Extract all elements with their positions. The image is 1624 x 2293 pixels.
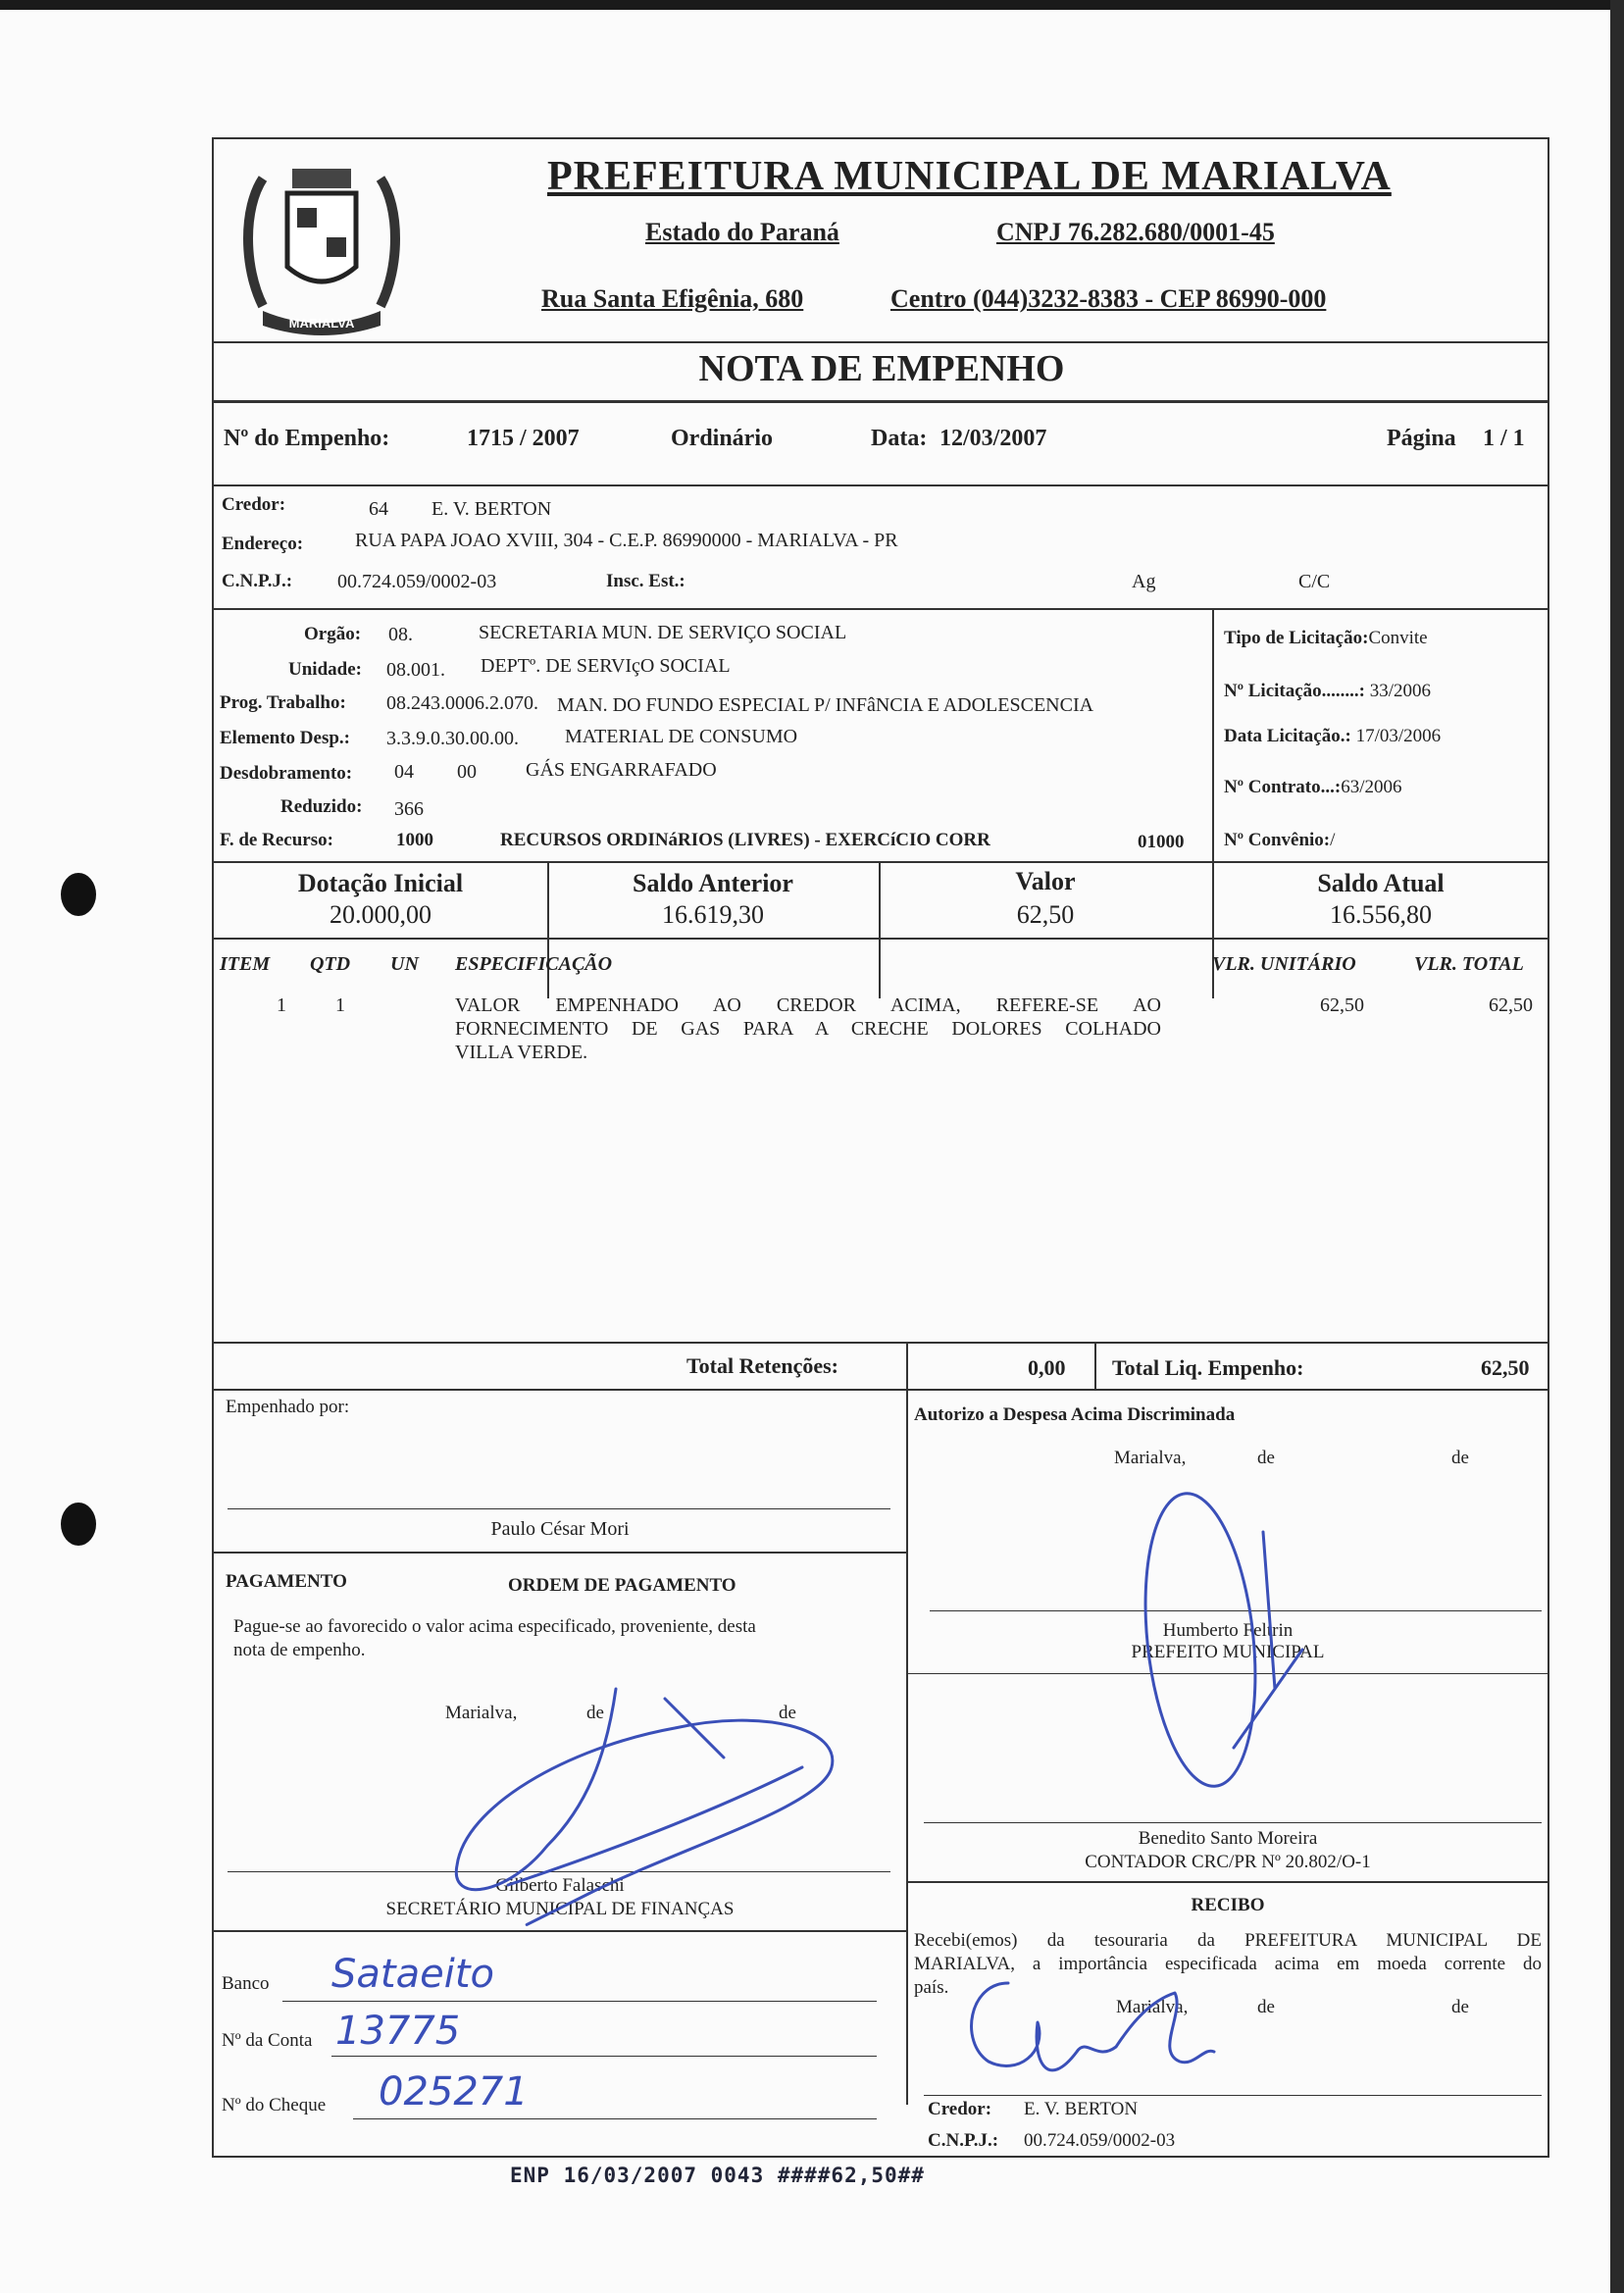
recibo-title: RECIBO	[1191, 1895, 1265, 1915]
recurso-code: 1000	[396, 830, 433, 850]
desdobramento-code-1: 04	[394, 761, 414, 783]
scan-right-border	[1610, 0, 1624, 2293]
num-licitacao-label: Nº Licitação........:	[1224, 681, 1365, 701]
valor-value: 62,50	[1016, 900, 1075, 929]
banco-handwritten: Sataeito	[331, 1952, 494, 1997]
cnpj-label: C.N.P.J.:	[222, 571, 293, 591]
orgao-code: 08.	[388, 624, 413, 645]
tipo-licitacao-label: Tipo de Licitação:	[1224, 628, 1369, 648]
recibo-credor-label: Credor:	[928, 2099, 992, 2119]
item-spec-line-3: VILLA VERDE.	[455, 1042, 588, 1063]
elemento-name: MATERIAL DE CONSUMO	[565, 726, 798, 747]
reduzido-value: 366	[394, 798, 424, 820]
autorizo-signer-name: Humberto Feltrin	[1162, 1620, 1294, 1641]
data-licitacao-value: 17/03/2006	[1355, 726, 1442, 746]
desdobramento-label: Desdobramento:	[220, 763, 353, 784]
saldo-atual-label: Saldo Atual	[1317, 869, 1445, 897]
agencia-label: Ag	[1132, 571, 1156, 592]
coat-of-arms-text: MARIALVA	[288, 316, 355, 331]
cheque-label: Nº do Cheque	[222, 2095, 327, 2115]
recibo-text-line-3: país.	[914, 1977, 949, 1998]
item-spec-line-2: FORNECIMENTO DE GAS PARA A CRECHE DOLORES COLHADO	[455, 1018, 1161, 1040]
page-number: 1 / 1	[1483, 426, 1525, 451]
liquido-value: 62,50	[1481, 1355, 1530, 1380]
page-label: Página	[1387, 426, 1456, 451]
document-title: NOTA DE EMPENHO	[698, 348, 1065, 389]
empenho-date: 12/03/2007	[939, 426, 1047, 451]
pagamento-de-2: de	[779, 1703, 796, 1723]
saldo-atual-value: 16.556,80	[1330, 900, 1432, 929]
credor-address: RUA PAPA JOAO XVIII, 304 - C.E.P. 86990000 - MARIALVA - PR	[355, 530, 898, 551]
cnpj-header: CNPJ 76.282.680/0001-45	[996, 218, 1275, 246]
data-licitacao-label: Data Licitação.:	[1224, 726, 1351, 746]
col-un: UN	[390, 953, 419, 975]
empenho-number: 1715 / 2007	[467, 426, 580, 451]
recurso-code-2: 01000	[1138, 832, 1185, 852]
credor-code: 64	[369, 498, 388, 520]
unidade-label: Unidade:	[288, 659, 362, 680]
desdobramento-name: GÁS ENGARRAFADO	[526, 759, 717, 781]
nota-de-empenho-form	[212, 137, 1549, 2158]
pagamento-text-line-1: Pague-se ao favorecido o valor acima especificado, proveniente, desta	[233, 1616, 756, 1637]
col-total: VLR. TOTAL	[1414, 953, 1524, 975]
prog-trabalho-label: Prog. Trabalho:	[220, 692, 346, 713]
empenhado-label: Empenhado por:	[226, 1397, 350, 1417]
pagamento-place: Marialva,	[445, 1703, 518, 1723]
conta-handwritten: 13775	[335, 2009, 461, 2054]
liquido-label: Total Liq. Empenho:	[1112, 1355, 1304, 1380]
insc-est-label: Insc. Est.:	[606, 571, 685, 591]
empenhado-name: Paulo César Mori	[490, 1518, 630, 1540]
col-unit-price: VLR. UNITÁRIO	[1212, 953, 1356, 975]
signature-credor	[972, 1983, 1214, 2070]
state-label: Estado do Paraná	[645, 218, 839, 246]
autorizo-signer-role: PREFEITO MUNICIPAL	[1131, 1642, 1325, 1662]
recibo-credor-name: E. V. BERTON	[1024, 2099, 1139, 2119]
retencoes-value: 0,00	[1028, 1355, 1066, 1380]
col-item: ITEM	[220, 953, 271, 975]
recibo-place: Marialva,	[1116, 1997, 1189, 2017]
num-licitacao-value: 33/2006	[1369, 681, 1432, 701]
contrato-value: 63/2006	[1341, 777, 1402, 797]
contact-header: Centro (044)3232-8383 - CEP 86990-000	[890, 284, 1327, 313]
recibo-de-2: de	[1451, 1997, 1469, 2017]
banco-label: Banco	[222, 1973, 270, 1994]
elemento-label: Elemento Desp.:	[220, 728, 350, 748]
convenio-label: Nº Convênio:	[1224, 830, 1331, 850]
item-total: 62,50	[1489, 994, 1533, 1016]
cheque-handwritten: 025271	[379, 2069, 529, 2115]
credor-cnpj: 00.724.059/0002-03	[337, 571, 497, 592]
ordem-pagamento-label: ORDEM DE PAGAMENTO	[508, 1575, 736, 1596]
empenho-number-label: Nº do Empenho:	[224, 426, 390, 451]
dotacao-value: 20.000,00	[330, 900, 431, 929]
address-header: Rua Santa Efigênia, 680	[541, 284, 804, 313]
saldo-anterior-label: Saldo Anterior	[633, 869, 793, 897]
recurso-name: RECURSOS ORDINáRIOS (LIVRES) - EXERCíCIO CORR	[500, 830, 990, 850]
scan-top-border	[0, 0, 1624, 10]
conta-label: Nº da Conta	[222, 2030, 313, 2051]
recibo-cnpj-value: 00.724.059/0002-03	[1024, 2130, 1176, 2151]
unidade-name: DEPTº. DE SERVIçO SOCIAL	[481, 655, 731, 677]
address-label: Endereço:	[222, 534, 304, 554]
pagamento-text-line-2: nota de empenho.	[233, 1640, 366, 1660]
orgao-name: SECRETARIA MUN. DE SERVIÇO SOCIAL	[479, 622, 847, 643]
signature-overlay	[214, 139, 1549, 2158]
reduzido-label: Reduzido:	[280, 796, 363, 817]
orgao-label: Orgão:	[304, 624, 362, 644]
page-title: PREFEITURA MUNICIPAL DE MARIALVA	[547, 154, 1392, 199]
credor-label: Credor:	[222, 494, 286, 515]
elemento-code: 3.3.9.0.30.00.00.	[386, 728, 519, 749]
signature-prefeito	[1133, 1488, 1302, 1792]
autorizo-title: Autorizo a Despesa Acima Discriminada	[914, 1404, 1236, 1425]
pagamento-label: PAGAMENTO	[226, 1571, 347, 1592]
unidade-code: 08.001.	[386, 659, 445, 681]
credor-name: E. V. BERTON	[431, 498, 552, 520]
tipo-licitacao-value: Convite	[1368, 628, 1428, 648]
prog-trabalho-code: 08.243.0006.2.070.	[386, 692, 538, 714]
autorizo-de-2: de	[1451, 1448, 1469, 1468]
autorizo-de-1: de	[1257, 1448, 1275, 1468]
recibo-text-line-2: MARIALVA, a importância especificada acima em moeda corrente do	[914, 1954, 1542, 1974]
contrato-label: Nº Contrato...:	[1224, 777, 1342, 797]
retencoes-label: Total Retenções:	[686, 1353, 838, 1378]
recibo-text-line-1: Recebi(emos) da tesouraria da PREFEITURA MUNICIPAL DE	[914, 1930, 1542, 1951]
pagamento-signer-name: Gilberto Falaschi	[495, 1875, 625, 1896]
item-spec-line-1: VALOR EMPENHADO AO CREDOR ACIMA, REFERE-SE AO	[455, 994, 1161, 1016]
pagamento-de-1: de	[586, 1703, 604, 1723]
convenio-value: /	[1330, 830, 1336, 850]
desdobramento-code-2: 00	[457, 761, 477, 783]
prog-trabalho-name: MAN. DO FUNDO ESPECIAL P/ INFâNCIA E ADOLESCENCIA	[557, 694, 1094, 716]
empenho-type: Ordinário	[671, 426, 774, 451]
empenho-date-label: Data:	[871, 426, 928, 451]
recurso-label: F. de Recurso:	[220, 830, 333, 850]
signature-secretario	[456, 1689, 833, 1924]
recibo-de-1: de	[1257, 1997, 1275, 2017]
item-qtd: 1	[335, 994, 345, 1016]
saldo-anterior-value: 16.619,30	[662, 900, 764, 929]
punch-hole-bottom	[61, 1503, 96, 1546]
contador-name: Benedito Santo Moreira	[1138, 1828, 1318, 1849]
punch-hole-top	[61, 873, 96, 916]
valor-label: Valor	[1015, 867, 1076, 895]
col-spec: ESPECIFICAÇÃO	[455, 953, 613, 975]
autorizo-place: Marialva,	[1114, 1448, 1187, 1468]
dotacao-label: Dotação Inicial	[297, 869, 464, 897]
conta-corrente-label: C/C	[1298, 571, 1331, 592]
recibo-cnpj-label: C.N.P.J.:	[928, 2130, 999, 2151]
item-number: 1	[277, 994, 286, 1016]
contador-role: CONTADOR CRC/PR Nº 20.802/O-1	[1085, 1852, 1371, 1872]
col-qtd: QTD	[310, 953, 351, 975]
pagamento-signer-role: SECRETÁRIO MUNICIPAL DE FINANÇAS	[385, 1899, 735, 1919]
item-unit-price: 62,50	[1320, 994, 1364, 1016]
register-stamp: ENP 16/03/2007 0043 ####62,50##	[510, 2164, 925, 2187]
